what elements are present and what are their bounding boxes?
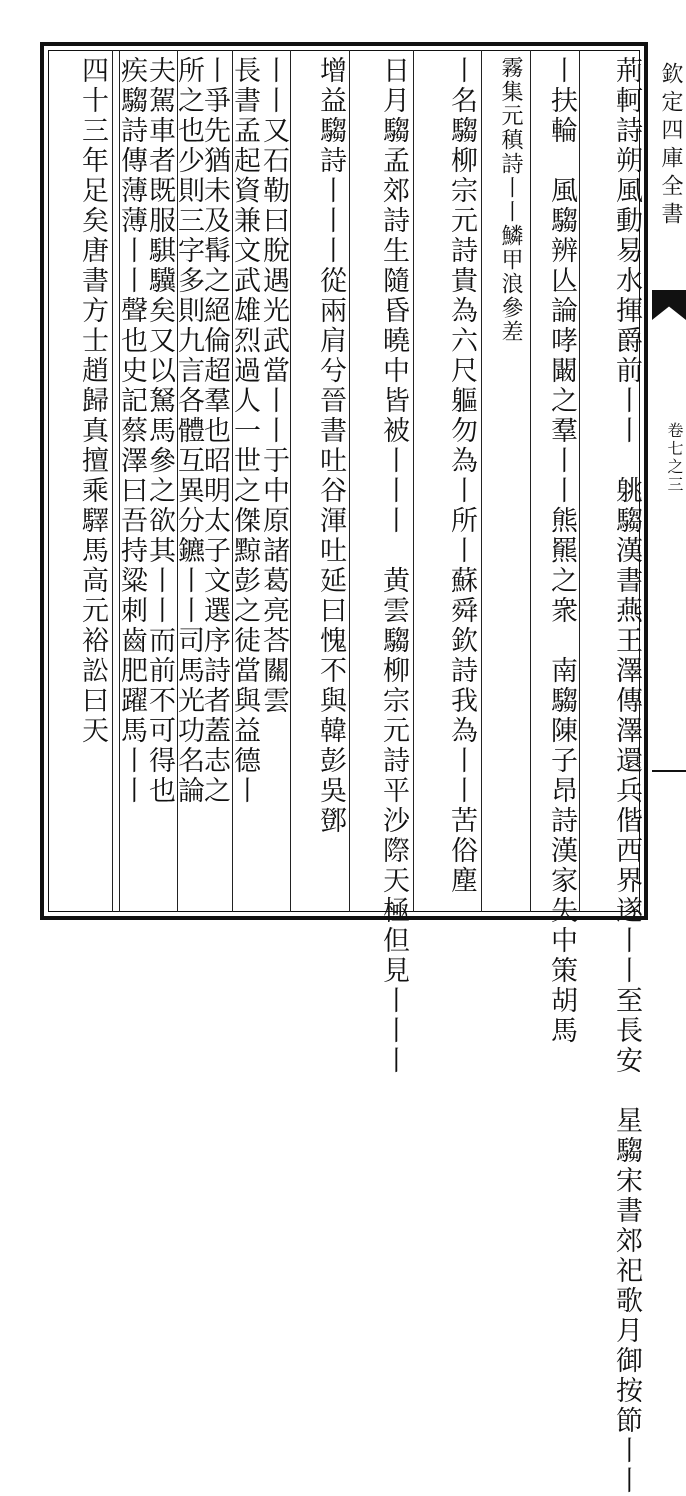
text-column-9: 丨爭先猶未及髯之絕倫超羣也昭明太子文選序詩者蓋志之 bbox=[199, 56, 230, 806]
text-column-7: 丨丨又石勒曰脫遇光武當丨丨于中原諸葛亮荅關雲 bbox=[258, 56, 289, 716]
text-column-6: 增益騶詩丨丨丨從兩肩兮晉書吐谷渾吐延曰愧不與韓彭吳鄧 bbox=[315, 56, 346, 836]
text-column-8: 長書孟起資兼文武雄烈過人一世之傑黥彭之徒當與益德丨 bbox=[229, 56, 260, 806]
running-head-title: 欽定四庫全書 bbox=[658, 62, 683, 230]
text-column-5: 日月騶孟郊詩生隨昏曉中皆被丨丨丨 黄雲騶柳宗元詩平沙際天極但見丨丨丨 bbox=[378, 56, 409, 1076]
text-column-13: 四十三年足矣唐書方士趙歸真擅乘驛馬高元裕訟曰天 bbox=[77, 56, 108, 746]
text-column-2: 丨扶輪 風騶辨亾論哮闞之羣丨丨熊羆之衆 南騶陳子昂詩漢家失中策胡馬 bbox=[546, 56, 577, 1046]
column-rule bbox=[413, 50, 414, 912]
text-column-10: 所之也少則三字多則九言各體互異分鑣丨丨司馬光功名論 bbox=[173, 56, 204, 806]
column-rule bbox=[530, 50, 531, 912]
text-column-4: 丨名騶柳宗元詩貴為六尺軀勿為丨所丨蘇舜欽詩我為丨丨苦俗塵 bbox=[446, 56, 477, 896]
text-column-11: 夫駕車者既服騏驥矣又以駑馬參之欲其丨丨而前不可得也 bbox=[144, 56, 175, 806]
text-column-3: 霧集元稹詩丨丨鱗甲浪參差 bbox=[498, 56, 523, 344]
running-head bbox=[652, 42, 686, 920]
text-column-1: 荊軻詩朔風動易水揮爵前丨丨 䠷騶漢書燕王澤傳澤還兵偕西界遂丨丨至長安 星騶宋書郊祀歌月御按節丨丨 bbox=[611, 56, 642, 1496]
text-column-12: 疾騶詩傳薄薄丨丨聲也史記蔡澤曰吾持粱刺齒肥躍馬丨丨 bbox=[116, 56, 147, 806]
running-head-rule bbox=[652, 770, 686, 772]
column-rule bbox=[481, 50, 482, 912]
column-rule bbox=[349, 50, 350, 912]
running-head-juan: 卷七之三 bbox=[665, 422, 684, 494]
